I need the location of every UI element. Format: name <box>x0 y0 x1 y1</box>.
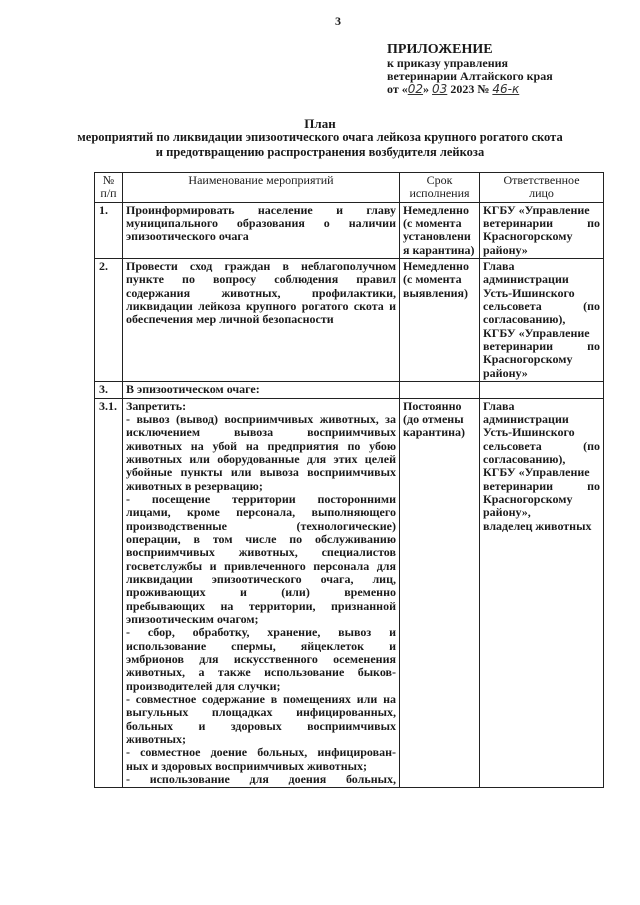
measure-text-line: - вывоз (вывод) восприимчивых животных, за <box>126 411 396 426</box>
appendix-date-line <box>387 83 553 96</box>
row-number: 1. <box>95 202 123 258</box>
responsible-text-line: согласованию), <box>483 312 566 327</box>
date-prefix: от « <box>387 82 408 96</box>
measure-text-line: выгульных площадках инфицированных, <box>126 705 396 720</box>
measure-text-line: Запретить: <box>126 398 187 413</box>
responsible-text-line: владелец животных <box>483 518 592 533</box>
measure-text-line: восприимчивых животных, специалистов <box>126 545 396 560</box>
term-text-line: Немедленно <box>403 202 469 217</box>
responsible-text-line: району» <box>483 242 528 257</box>
term-text-line: (с момента <box>403 216 462 231</box>
plan-title: План <box>304 116 336 131</box>
measure-text-line: обеспечения мер личной безопасности <box>126 312 334 327</box>
measure-text-line: использование спермы, яйцеклеток и <box>126 638 396 653</box>
header-term-line-2: исполнения <box>409 186 470 201</box>
responsible-cell <box>480 382 604 398</box>
plan-subtitle-line-2: и предотвращению распространения возбудителя лейкоза <box>155 145 485 159</box>
responsible-cell <box>480 398 604 788</box>
responsible-text-line: Усть-Ишинского <box>483 285 575 300</box>
term-cell <box>400 398 480 788</box>
measure-text-line: животных, а также использование быков- <box>126 665 396 680</box>
measure-name-cell <box>123 202 400 258</box>
appendix-block <box>387 42 553 96</box>
term-cell <box>400 382 480 398</box>
measure-text-line: - совместное содержание в помещениях или на <box>126 692 396 707</box>
header-term <box>400 173 480 203</box>
measure-name-cell <box>123 398 400 788</box>
measure-text-line: животных на убой на предприятия по убою <box>126 438 396 453</box>
responsible-text-line: КГБУ «Управление <box>483 465 590 480</box>
measure-text-line: проживающих и (или) временно <box>126 585 396 600</box>
appendix-line-2: ветеринарии Алтайского края <box>387 69 553 83</box>
table-row <box>95 398 604 788</box>
measure-text-line: эпизоотическим очагом; <box>126 612 259 626</box>
measure-text-line: эпизоотического очага <box>126 229 249 244</box>
term-text-line: я карантина) <box>403 242 475 257</box>
responsible-text-line: Глава <box>483 259 515 274</box>
responsible-text-line: району», <box>483 505 531 520</box>
table-header-row <box>95 173 604 203</box>
measure-name-cell <box>123 259 400 382</box>
measure-text-line: госветслужбы и привлеченного персонала для <box>126 558 396 573</box>
term-text-line: карантина) <box>403 425 466 440</box>
plan-subtitle-line-1: мероприятий по ликвидации эпизоотического очага лейкоза крупного рогатого скота <box>77 130 563 144</box>
responsible-text-line: ветеринарии по <box>483 339 600 354</box>
handwritten-order-number: 46-к <box>492 82 520 96</box>
page-number: 3 <box>335 14 341 28</box>
appendix-title: ПРИЛОЖЕНИЕ <box>387 42 493 57</box>
date-mid: » <box>423 82 430 96</box>
measure-name-cell: В эпизоотическом очаге: <box>123 382 400 398</box>
term-text-line: Немедленно <box>403 259 469 274</box>
header-responsible <box>480 173 604 203</box>
table-row <box>95 382 604 398</box>
responsible-text-line: Красногорскому <box>483 352 573 367</box>
header-number-line-1: № <box>102 173 115 187</box>
measure-text-line: убойные пункты или вывоза восприимчивых <box>126 465 396 480</box>
term-text-line: выявления) <box>403 285 469 300</box>
measure-text-line: пребывающих на территории, признанной <box>126 598 396 613</box>
measure-text-line: муниципального образования о наличии <box>126 216 396 231</box>
appendix-line-1: к приказу управления <box>387 56 509 70</box>
measure-text-line: - совместное доение больных, инфицирован- <box>126 745 396 760</box>
measure-text-line: животных или оборудованные для этих целей <box>126 451 396 466</box>
header-responsible-line-2: лицо <box>529 186 554 201</box>
row-number: 2. <box>95 259 123 382</box>
responsible-text-line: КГБУ «Управление <box>483 325 590 340</box>
measure-text-line: операции, в том числе по обслуживанию <box>126 531 396 546</box>
measure-text-line: животных; <box>126 732 187 747</box>
measure-text-line: Проинформировать население и главу <box>126 202 396 217</box>
measure-text-line: - посещение территории посторонними <box>126 491 396 506</box>
measure-text-line: - сбор, обработку, хранение, вывоз и <box>126 625 396 640</box>
term-cell <box>400 259 480 382</box>
header-number <box>95 173 123 203</box>
responsible-text-line: сельсовета (по <box>483 438 600 453</box>
measure-text-line: Провести сход граждан в неблагополучном <box>126 259 396 274</box>
measure-text-line: содержания животных, профилактики, <box>126 285 396 300</box>
measure-text-line: исключением вывоза восприимчивых <box>126 425 396 440</box>
responsible-text-line: ветеринарии по <box>483 478 600 493</box>
header-measure-name: Наименование мероприятий <box>123 173 400 203</box>
measures-table <box>94 172 604 788</box>
table-row <box>95 259 604 382</box>
header-number-line-2: п/п <box>100 186 117 201</box>
responsible-text-line: району» <box>483 365 528 380</box>
responsible-text-line: администрации <box>483 411 569 426</box>
measure-text-line: - использование для доения больных, <box>126 772 396 787</box>
header-responsible-line-1: Ответственное <box>503 173 580 187</box>
date-year: 2023 № <box>450 82 490 96</box>
responsible-text-line: Красногорскому <box>483 229 573 244</box>
measure-text-line: производителей для случки; <box>126 678 281 693</box>
measure-text-line: животных в резервацию; <box>126 478 263 493</box>
row-number: 3. <box>95 382 123 398</box>
responsible-text-line: ветеринарии по <box>483 216 600 231</box>
measure-text-line: эмбрионов для искусственного осеменения <box>126 652 396 667</box>
responsible-text-line: согласованию), <box>483 451 566 466</box>
responsible-text-line: Усть-Ишинского <box>483 425 575 440</box>
measure-text-line: пункте по вопросу соблюдения правил <box>126 272 396 287</box>
responsible-cell <box>480 202 604 258</box>
responsible-text-line: сельсовета (по <box>483 299 600 314</box>
measure-text-line: ликвидации лейкоза крупного рогатого скота и <box>126 299 396 314</box>
measure-text-line: ных и здоровых восприимчивых животных; <box>126 758 367 773</box>
responsible-text-line: администрации <box>483 272 569 287</box>
term-text-line: (с момента <box>403 272 462 287</box>
handwritten-day: 02 <box>407 82 424 96</box>
responsible-text-line: КГБУ «Управление <box>483 202 590 217</box>
header-term-line-1: Срок <box>426 173 453 187</box>
measure-text-line: ликвидации эпизоотического очага, лиц, <box>126 571 396 586</box>
measure-text-line: производственные (технологические) <box>126 518 396 533</box>
term-cell <box>400 202 480 258</box>
measure-text-line: больных и здоровых восприимчивых <box>126 718 396 733</box>
term-text-line: установлени <box>403 229 471 244</box>
responsible-cell <box>480 259 604 382</box>
table-row <box>95 202 604 258</box>
measure-text-line: лицами, кроме персонала, выполняющего <box>126 505 396 520</box>
term-text-line: (до отмены <box>403 411 464 426</box>
responsible-text-line: Красногорскому <box>483 491 573 506</box>
term-text-line: Постоянно <box>403 398 462 413</box>
handwritten-month: 03 <box>432 82 448 96</box>
row-number: 3.1. <box>95 398 123 788</box>
responsible-text-line: Глава <box>483 398 515 413</box>
